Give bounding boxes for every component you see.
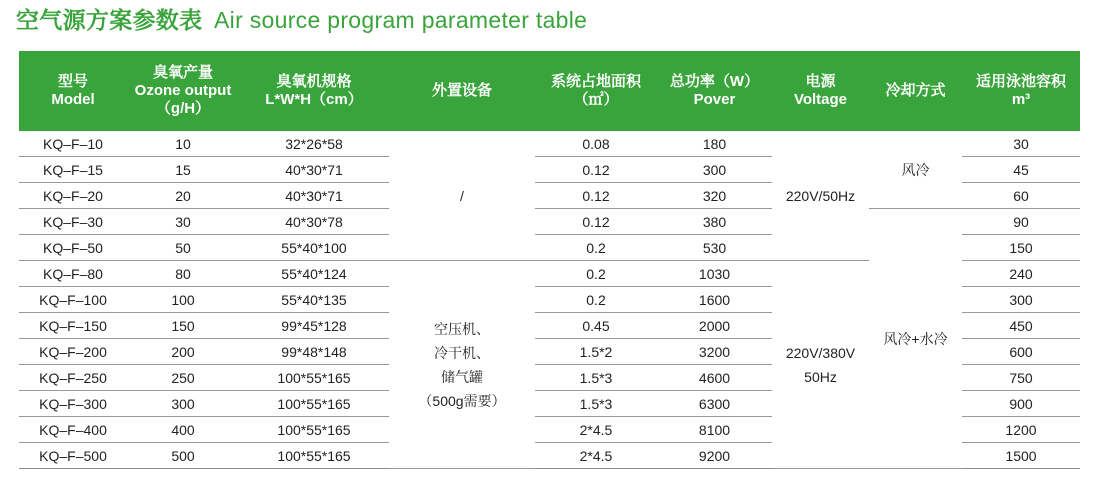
cell-power: 530 [657,235,772,261]
cell-cooling-air: 风冷 [869,131,962,209]
cell-size: 99*48*148 [239,339,389,365]
cell-area: 0.2 [535,261,657,287]
cell-pool: 450 [962,313,1080,339]
cell-size: 55*40*100 [239,235,389,261]
cell-size: 100*55*165 [239,417,389,443]
cell-ozone: 10 [127,131,239,157]
cell-size: 55*40*135 [239,287,389,313]
cell-ozone: 80 [127,261,239,287]
cell-power: 180 [657,131,772,157]
cell-power: 320 [657,183,772,209]
cell-power: 8100 [657,417,772,443]
header-power: 总功率（W） Pover [657,51,772,131]
cell-model: KQ–F–150 [19,313,127,339]
cell-model: KQ–F–100 [19,287,127,313]
cell-power: 6300 [657,391,772,417]
page-title [16,2,587,35]
title-en: Air source program parameter table [214,7,588,33]
cell-area: 2*4.5 [535,417,657,443]
cell-size: 32*26*58 [239,131,389,157]
cell-size: 55*40*124 [239,261,389,287]
cell-model: KQ–F–300 [19,391,127,417]
cell-ozone: 15 [127,157,239,183]
cell-size: 100*55*165 [239,365,389,391]
cell-pool: 750 [962,365,1080,391]
cell-pool: 300 [962,287,1080,313]
cell-pool: 60 [962,183,1080,209]
header-pool-volume: 适用泳池容积 m³ [962,51,1080,131]
cell-area: 0.2 [535,287,657,313]
cell-ozone: 20 [127,183,239,209]
cell-model: KQ–F–200 [19,339,127,365]
cell-pool: 90 [962,209,1080,235]
cell-area: 1.5*3 [535,365,657,391]
cell-ozone: 50 [127,235,239,261]
cell-size: 40*30*71 [239,183,389,209]
title-zh: 空气源方案参数表 [16,8,203,34]
cell-power: 9200 [657,443,772,469]
cell-ozone: 150 [127,313,239,339]
cell-voltage-small: 220V/50Hz [772,131,869,261]
cell-area: 1.5*2 [535,339,657,365]
header-ozone-output: 臭氧产量 Ozone output （g/H） [127,51,239,131]
cell-area: 1.5*3 [535,391,657,417]
cell-power: 380 [657,209,772,235]
header-size: 臭氧机规格 L*W*H（cm） [239,51,389,131]
cell-model: KQ–F–20 [19,183,127,209]
cell-model: KQ–F–80 [19,261,127,287]
cell-size: 100*55*165 [239,443,389,469]
cell-cooling-mixed: 风冷+水冷 [869,209,962,469]
cell-area: 2*4.5 [535,443,657,469]
cell-model: KQ–F–30 [19,209,127,235]
cell-pool: 240 [962,261,1080,287]
table-row [19,209,1080,235]
cell-model: KQ–F–50 [19,235,127,261]
cell-ozone: 400 [127,417,239,443]
cell-power: 3200 [657,339,772,365]
cell-size: 99*45*128 [239,313,389,339]
cell-external-small: / [389,131,535,261]
cell-area: 0.45 [535,313,657,339]
cell-power: 2000 [657,313,772,339]
cell-pool: 150 [962,235,1080,261]
cell-pool: 45 [962,157,1080,183]
cell-model: KQ–F–10 [19,131,127,157]
parameter-table [19,51,1080,469]
cell-model: KQ–F–400 [19,417,127,443]
cell-ozone: 200 [127,339,239,365]
cell-pool: 1500 [962,443,1080,469]
cell-ozone: 30 [127,209,239,235]
cell-size: 40*30*71 [239,157,389,183]
cell-model: KQ–F–15 [19,157,127,183]
cell-power: 1600 [657,287,772,313]
cell-pool: 30 [962,131,1080,157]
header-floor-area: 系统占地面积 （㎡） [535,51,657,131]
cell-power: 300 [657,157,772,183]
cell-power: 4600 [657,365,772,391]
cell-area: 0.12 [535,157,657,183]
cell-pool: 600 [962,339,1080,365]
cell-area: 0.08 [535,131,657,157]
cell-model: KQ–F–500 [19,443,127,469]
header-model: 型号 Model [19,51,127,131]
cell-ozone: 500 [127,443,239,469]
cell-area: 0.12 [535,209,657,235]
cell-voltage-large: 220V/380V 50Hz [772,261,869,469]
cell-pool: 900 [962,391,1080,417]
header-external-equipment: 外置设备 [389,51,535,131]
cell-area: 0.2 [535,235,657,261]
cell-area: 0.12 [535,183,657,209]
cell-pool: 1200 [962,417,1080,443]
cell-external-large: 空压机、 冷干机、 储气罐 （500g需要） [389,261,535,469]
header-cooling: 冷却方式 [869,51,962,131]
cell-ozone: 300 [127,391,239,417]
header-row [19,51,1080,131]
header-voltage: 电源 Voltage [772,51,869,131]
cell-size: 100*55*165 [239,391,389,417]
cell-ozone: 250 [127,365,239,391]
cell-model: KQ–F–250 [19,365,127,391]
cell-power: 1030 [657,261,772,287]
cell-size: 40*30*78 [239,209,389,235]
table-row [19,131,1080,157]
cell-ozone: 100 [127,287,239,313]
